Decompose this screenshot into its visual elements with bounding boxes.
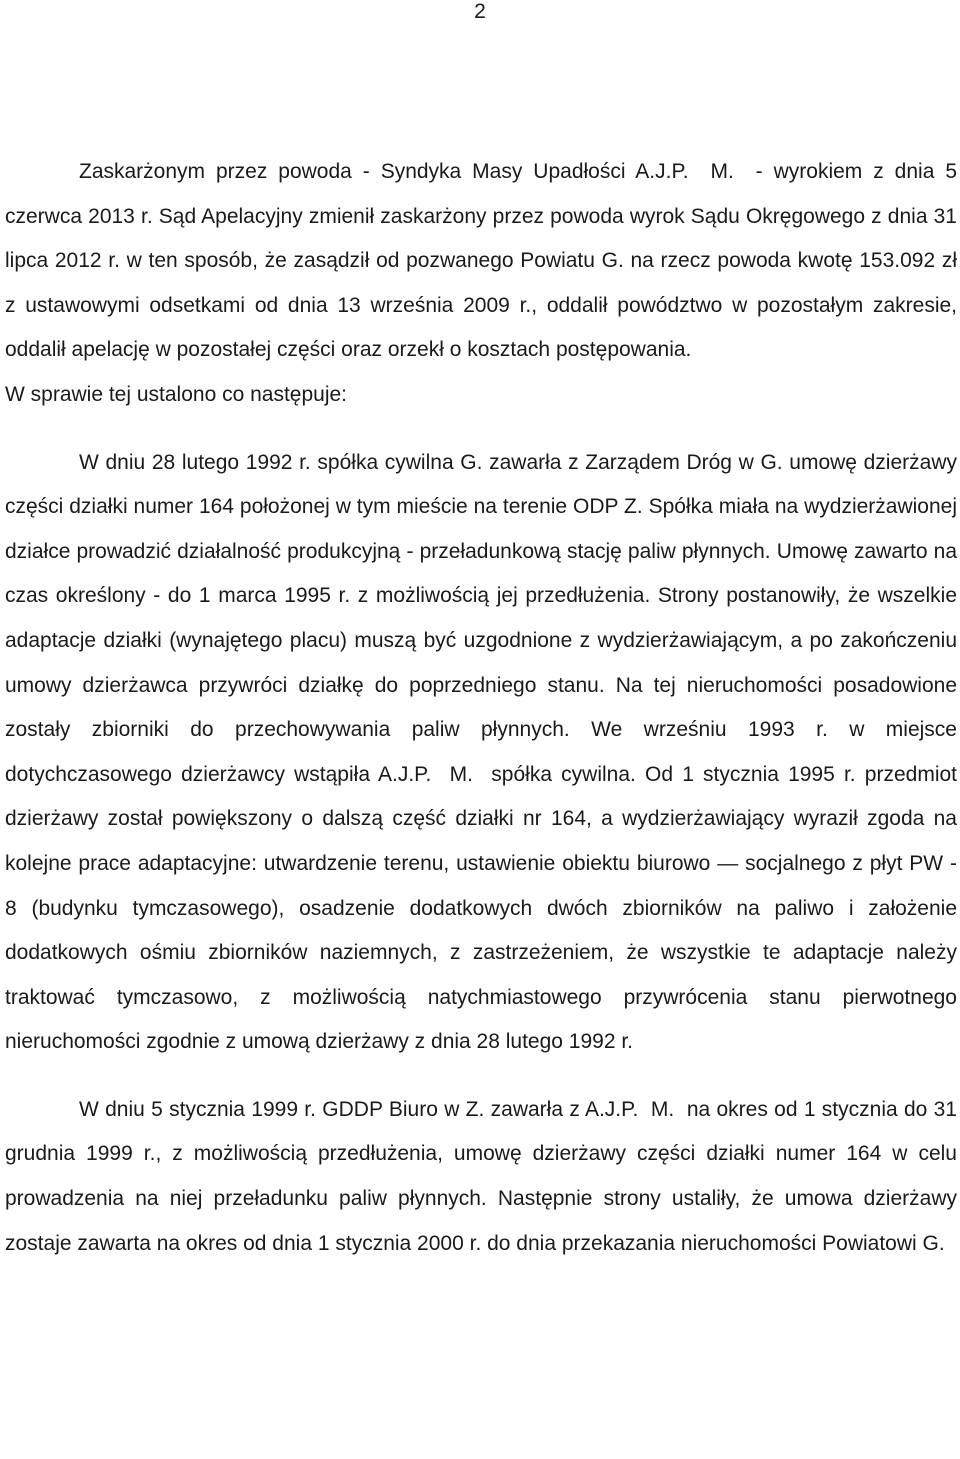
document-body — [5, 150, 957, 1266]
paragraph-findings-intro: W sprawie tej ustalono co następuje: — [5, 382, 348, 406]
paragraph-lease-1999: W dniu 5 stycznia 1999 r. GDDP Biuro w Z. zawarła z A.J.P. M. na okres od 1 stycznia do 31 grudnia 1999 r., z możliwością przedłużenia, umowę dzierżawy części działki numer 164 w celu prowadzenia na niej przeładunku paliw płynnych. Następnie strony ustaliły, że umowa dzierżawy zostaje zawarta na okres od dnia 1 stycznia 2000 r. do dnia przekazania nieruchomości Powiatowi G. — [5, 1097, 957, 1255]
paragraph-judgment-summary: Zaskarżonym przez powoda - Syndyka Masy Upadłości A.J.P. M. - wyrokiem z dnia 5 czerwca 2013 r. Sąd Apelacyjny zmienił zaskarżony przez powoda wyrok Sądu Okręgowego z dnia 31 lipca 2012 r. w ten sposób, że zasądził od pozwanego Powiatu G. na rzecz powoda kwotę 153.092 zł z ustawowymi odsetkami od dnia 13 września 2009 r., oddalił powództwo w pozostałym zakresie, oddalił apelację w pozostałej części oraz orzekł o kosztach postępowania. — [5, 160, 957, 362]
paragraph-spacer — [5, 418, 957, 441]
paragraph-lease-history: W dniu 28 lutego 1992 r. spółka cywilna G. zawarła z Zarządem Dróg w G. umowę dzierżawy części działki numer 164 położonej w tym mieście na terenie ODP Z. Spółka miała na wydzierżawionej działce prowadzić działalność produkcyjną - przeładunkową stację paliw płynnych. Umowę zawarto na czas określony - do 1 marca 1995 r. z możliwością jej przedłużenia. Strony postanowiły, że wszelkie adaptacje działki (wynajętego placu) muszą być uzgodnione z wydzierżawiającym, a po zakończeniu umowy dzierżawca przywróci działkę do poprzedniego stanu. Na tej nieruchomości posadowione zostały zbiorniki do przechowywania paliw płynnych. We wrześniu 1993 r. w miejsce dotychczasowego dzierżawcy wstąpiła A.J.P. M. spółka cywilna. Od 1 stycznia 1995 r. przedmiot dzierżawy został powiększony o dalszą część działki nr 164, a wydzierżawiający wyraził zgoda na kolejne prace adaptacyjne: utwardzenie terenu, ustawienie obiektu biurowo — socjalnego z płyt PW - 8 (budynku tymczasowego), osadzenie dodatkowych dwóch zbiorników na paliwo i założenie dodatkowych ośmiu zbiorników naziemnych, z zastrzeżeniem, że wszystkie te adaptacje należy traktować tymczasowo, z możliwością natychmiastowego przywrócenia stanu pierwotnego nieruchomości zgodnie z umową dzierżawy z dnia 28 lutego 1992 r. — [5, 450, 957, 1054]
paragraph-spacer — [5, 1065, 957, 1088]
page-number: 2 — [474, 0, 486, 23]
